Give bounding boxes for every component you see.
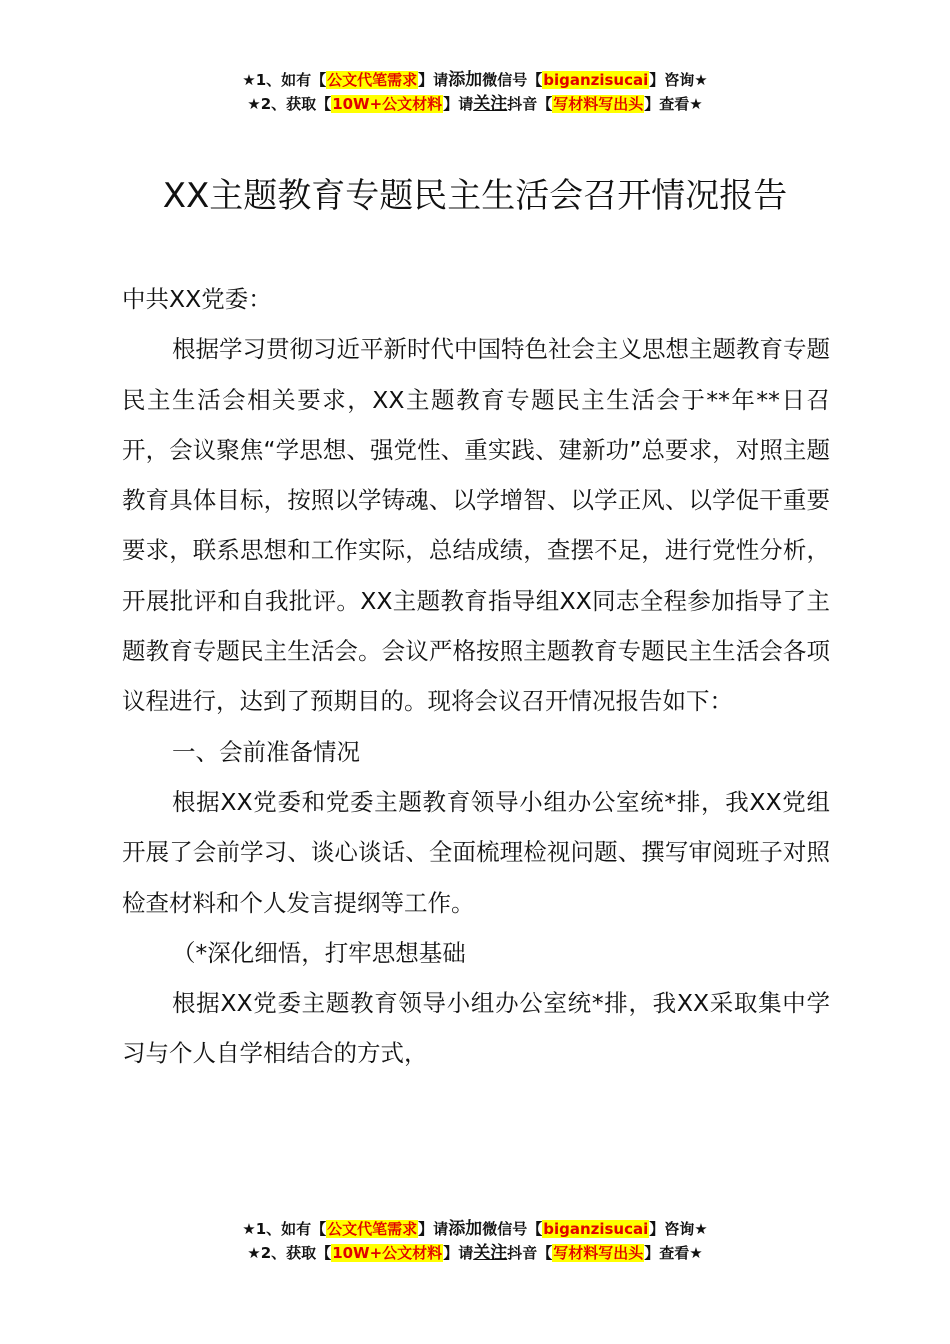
promo-text: 】请 [443, 1244, 474, 1262]
promo-emphasis: 关注 [473, 94, 508, 114]
promo-highlight: biganzisucai [543, 1220, 649, 1238]
promo-text: 微信号【 [482, 1220, 543, 1238]
promo-text: 】查看★ [644, 95, 703, 113]
promo-line-2 [0, 92, 950, 116]
promo-emphasis: 添加 [448, 1219, 483, 1239]
promo-highlight: 10W+公文材料 [332, 95, 443, 113]
body-paragraph: 根据XX党委主题教育领导小组办公室统*排，我XX采取集中学习与个人自学相结合的方式， [122, 989, 830, 1068]
subsection-heading: （*深化细悟，打牢思想基础 [172, 938, 466, 967]
promo-text: 抖音【 [507, 1244, 553, 1262]
promo-text: 】查看★ [644, 1244, 703, 1262]
document-title: XX主题教育专题民主生活会召开情况报告 [162, 176, 788, 216]
promo-text: 抖音【 [507, 95, 553, 113]
section-heading: 一、会前准备情况 [172, 737, 360, 766]
promo-highlight: 10W+公文材料 [332, 1244, 443, 1262]
salutation: 中共XX党委： [122, 285, 272, 313]
promo-emphasis: 关注 [473, 1243, 508, 1263]
promo-line-1 [0, 68, 950, 92]
promo-text: 微信号【 [482, 71, 543, 89]
promo-text: 】请 [443, 95, 474, 113]
promo-highlight: 写材料写出头 [553, 1244, 644, 1262]
promo-text: ★2、获取【 [247, 95, 332, 113]
intro-paragraph: 根据学习贯彻习近平新时代中国特色社会主义思想主题教育专题民主生活会相关要求，XX主题教育专题民主生活会于**年**日召开，会议聚焦“学思想、强党性、重实践、建新功”总要求，对照主题教育具体目标，按照以学铸魂、以学增智、以学正风、以学促干重要要求，联系思想和工作实际，总结成绩，查摆不足，进行党性分析，开展批评和自我批评。XX主题教育指导组XX同志全程参加指导了主题教育专题民主生活会。会议严格按照主题教育专题民主生活会各项议程进行，达到了预期目的。现将会议召开情况报告如下： [122, 335, 830, 716]
header-promo-banner [0, 68, 950, 116]
promo-text: ★1、如有【 [242, 1220, 327, 1238]
promo-text: 】咨询★ [649, 1220, 708, 1238]
promo-text: 】咨询★ [649, 71, 708, 89]
promo-line-1 [0, 1217, 950, 1241]
promo-highlight: biganzisucai [543, 71, 649, 89]
body-paragraph: 根据XX党委和党委主题教育领导小组办公室统*排，我XX党组开展了会前学习、谈心谈话、全面梳理检视问题、撰写审阅班子对照检查材料和个人发言提纲等工作。 [122, 787, 830, 917]
promo-line-2 [0, 1241, 950, 1265]
promo-emphasis: 添加 [448, 70, 483, 90]
promo-highlight: 写材料写出头 [553, 95, 644, 113]
promo-highlight: 公文代笔需求 [327, 1220, 418, 1238]
promo-text: 】请 [418, 71, 449, 89]
promo-text: ★1、如有【 [242, 71, 327, 89]
footer-promo-banner [0, 1217, 950, 1265]
promo-highlight: 公文代笔需求 [327, 71, 418, 89]
promo-text: 】请 [418, 1220, 449, 1238]
promo-text: ★2、获取【 [247, 1244, 332, 1262]
document-body [122, 274, 830, 1079]
